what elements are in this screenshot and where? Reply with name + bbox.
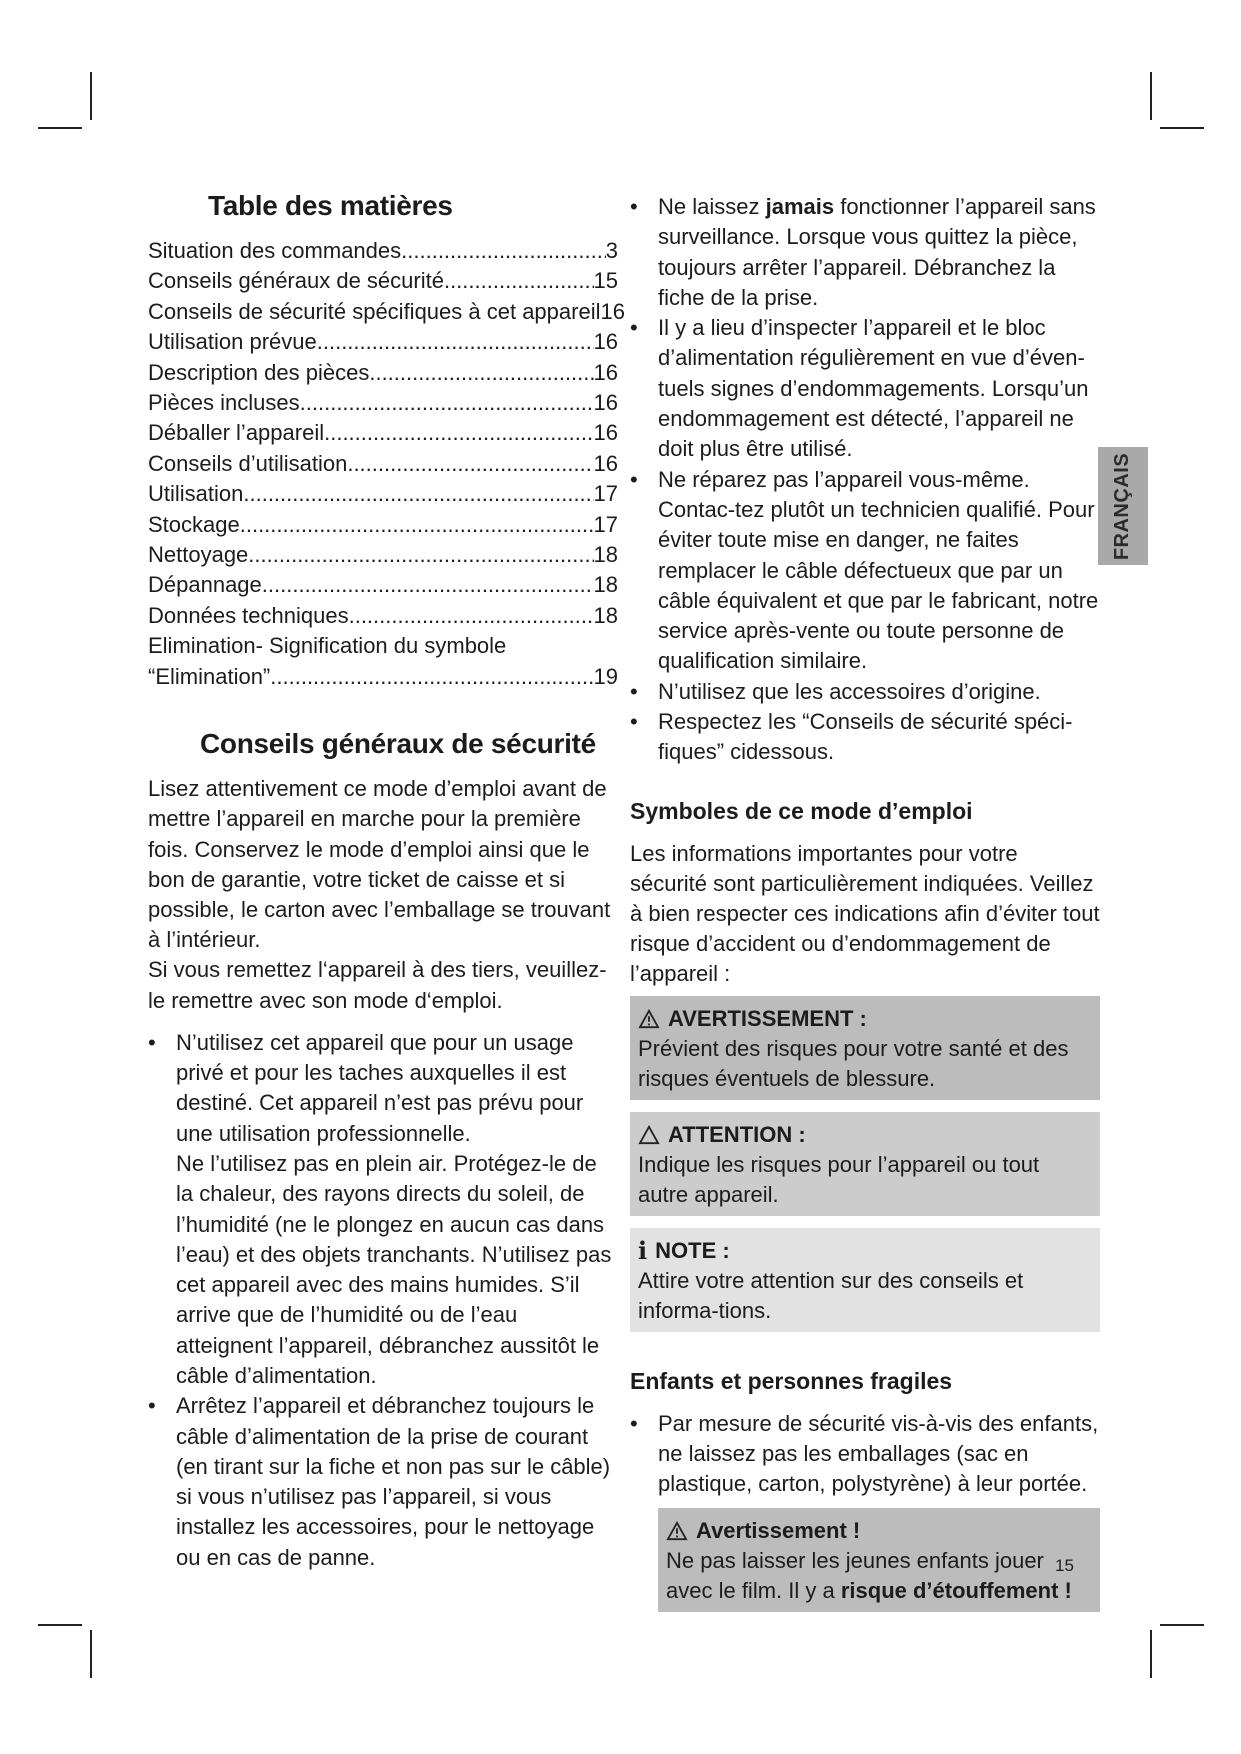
children-bullets [630,1409,1100,1500]
attention-triangle-icon [638,1125,660,1145]
page-number: 15 [1055,1556,1074,1575]
safety-bullets-right [630,192,1100,768]
toc-entry[interactable]: Conseils généraux de sécurité ..... 15 [148,266,618,296]
section-title-general: Conseils généraux de sécurité [200,728,596,760]
bullet-item: • Par mesure de sécurité vis-à-vis des enfants, ne laissez pas les emballages (sac en plastique, carton, polystyrène) à leur portée. [630,1409,1100,1500]
crop-mark [38,1624,82,1626]
toc-entry[interactable]: Description des pièces ..... 16 [148,358,618,388]
intro-paragraph: Lisez attentivement ce mode d’emploi avant de mettre l’appareil en marche pour la première fois. Conservez le mode d’emploi ainsi que le bon de garantie, votre ticket de caisse et si possible, le carton avec l’emballage se trouvant à l’intérieur. [148,776,611,953]
bullet-item: • Arrêtez l’appareil et débranchez toujours le câble d’alimentation de la prise de courant (en tirant sur la fiche et non pas sur le câble) si vous n’utilisez pas l’appareil, si vous installez les accessoires, pour le nettoyage ou en cas de panne. [148,1391,618,1573]
children-warning-title: Avertissement ! [696,1517,861,1543]
bullet-item: • N’utilisez que les accessoires d’origine. [630,677,1100,707]
warning-title: AVERTISSEMENT : [668,1005,867,1031]
toc-entry[interactable]: Déballer l’appareil ..... 16 [148,418,618,448]
attention-text: Indique les risques pour l’appareil ou tout autre appareil. [638,1151,1040,1207]
crop-mark [1160,127,1204,129]
crop-mark [1160,1624,1204,1626]
symbols-intro: Les informations importantes pour votre sécurité sont particulièrement indiquées. Veillez à bien respecter ces indications afin d’éviter tout risque d’accident ou d’endommagement de l’appareil : [630,840,1100,987]
safety-bullets-left [148,1028,618,1573]
toc-entry[interactable]: Stockage ..... 17 [148,510,618,540]
toc-list [148,236,625,692]
language-tab: FRANÇAIS [1098,447,1148,565]
crop-mark [90,72,92,120]
note-title: NOTE : [655,1237,730,1263]
crop-mark [38,127,82,129]
toc-entry-multiline[interactable]: Elimination- Signification du symbole “Elimination” ..... 19 [148,631,618,692]
toc-entry[interactable]: Conseils d’utilisation ..... 16 [148,449,618,479]
attention-title: ATTENTION : [668,1121,806,1147]
warning-triangle-icon [666,1521,688,1541]
children-warning-box [658,1508,1100,1612]
toc-entry[interactable]: Dépannage ..... 18 [148,570,618,600]
warning-box [630,996,1100,1100]
toc-entry[interactable]: Conseils de sécurité spécifiques à cet appareil 16 [148,298,625,324]
toc-title: Table des matières [208,190,453,221]
toc-entry[interactable]: Utilisation ..... 17 [148,479,618,509]
section-title-symbols: Symboles de ce mode d’emploi [630,797,973,824]
toc-entry[interactable]: Données techniques ..... 18 [148,601,618,631]
right-column [630,192,1100,1624]
section-title-children: Enfants et personnes fragiles [630,1367,953,1394]
bullet-item: • Il y a lieu d’inspecter l’appareil et le bloc d’alimentation régulièrement en vue d’éven-tuels signes d’endommagements. Lorsqu’un endommagement est détecté, l’appareil ne doit plus être utilisé. [630,313,1100,464]
bullet-item: • Ne laissez jamais fonctionner l’appareil sans surveillance. Lorsque vous quittez la pièce, toujours arrêter l’appareil. Débranchez la fiche de la prise. [630,192,1100,313]
note-text: Attire votre attention sur des conseils et informa-tions. [638,1267,1024,1323]
children-warning-text: Ne pas laisser les jeunes enfants jouer avec le film. Il y a risque d’étouffement ! [666,1547,1072,1603]
warning-triangle-icon [638,1009,660,1029]
bullet-item: • Ne réparez pas l’appareil vous-même. Contac-tez plutôt un technicien qualifié. Pour éviter toute mise en danger, ne faites remplacer le câble défectueux que par un câble équivalent et que par le fabricant, notre service après-vente ou toute personne de qualification similaire. [630,465,1100,677]
note-box [630,1228,1100,1332]
crop-mark [90,1630,92,1678]
crop-mark [1150,72,1152,120]
info-icon: i [638,1235,648,1265]
toc-entry[interactable]: Pièces incluses ..... 16 [148,388,618,418]
warning-text: Prévient des risques pour votre santé et des risques éventuels de blessure. [638,1035,1069,1091]
toc-entry[interactable]: Utilisation prévue ..... 16 [148,327,618,357]
bullet-item: • Respectez les “Conseils de sécurité spéci-fiques” cidessous. [630,707,1100,768]
bullet-item: • N’utilisez cet appareil que pour un usage privé et pour les taches auxquelles il est destiné. Cet appareil n’est pas prévu pour une utilisation professionnelle. Ne l’utilisez pas en plein air. Protégez-le de la chaleur, des rayons directs du soleil, de l’humidité (ne le plongez en aucun cas dans l’eau) et des objets tranchants. N’utilisez pas cet appareil avec des mains humides. S’il arrive que de l’humidité ou de l’eau atteignent l’appareil, débranchez aussitôt le câble d’alimentation. [148,1028,618,1392]
crop-mark [1150,1630,1152,1678]
toc-entry[interactable]: Nettoyage ..... 18 [148,540,618,570]
left-column [148,190,625,1573]
intro-paragraph: Si vous remettez l‘appareil à des tiers, veuillez-le remettre avec son mode d‘emploi. [148,957,607,1013]
toc-entry[interactable]: Situation des commandes ..... 3 [148,236,618,266]
attention-box [630,1112,1100,1216]
